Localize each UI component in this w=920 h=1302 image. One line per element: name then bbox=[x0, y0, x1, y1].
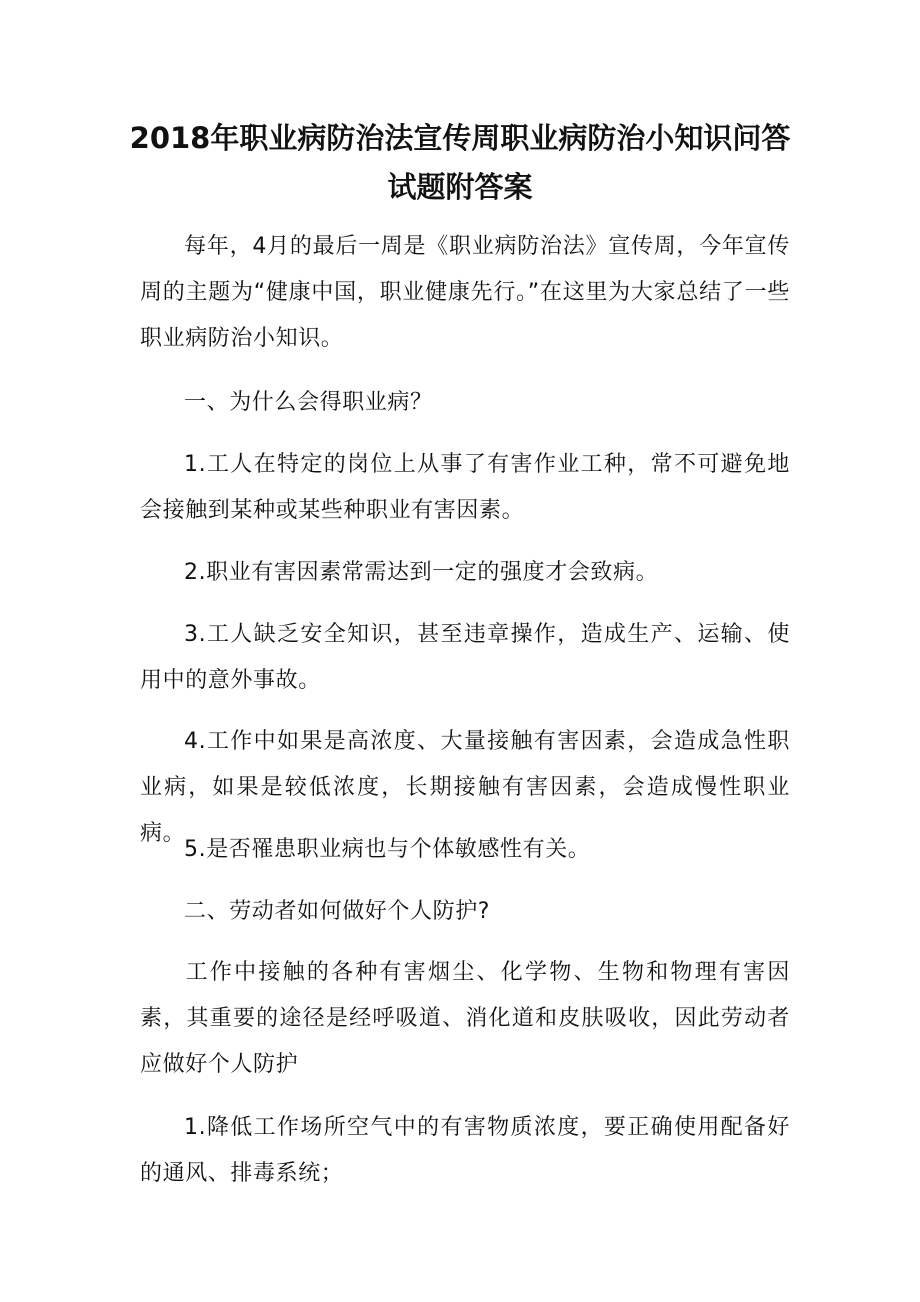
protection-paragraph bbox=[140, 950, 790, 1088]
paragraph-text: 1.降低工作场所空气中的有害物质浓度，要正确使用配备好的通风、排毒系统； bbox=[140, 1115, 790, 1186]
list-item-5 bbox=[140, 827, 790, 873]
paragraph-text: 一、为什么会得职业病？ bbox=[184, 390, 433, 415]
document-title-line-1: 2018年职业病防治法宣传周职业病防治小知识问答 bbox=[129, 121, 791, 155]
paragraph-text: 每年，4月的最后一周是《职业病防治法》宣传周，今年宣传周的主题为“健康中国，职业健康先行。”在这里为大家总结了一些职业病防治小知识。 bbox=[140, 234, 790, 351]
paragraph-text: 2.职业有害因素常需达到一定的强度才会致病。 bbox=[184, 560, 659, 585]
list-item-1 bbox=[140, 442, 790, 534]
paragraph-text: 3.工人缺乏安全知识，甚至违章操作，造成生产、运输、使用中的意外事故。 bbox=[140, 622, 790, 693]
paragraph-text: 工作中接触的各种有害烟尘、化学物、生物和物理有害因素，其重要的途径是经呼吸道、消化道和皮肤吸收，因此劳动者应做好个人防护 bbox=[140, 960, 790, 1077]
paragraph-text: 4.工作中如果是高浓度、大量接触有害因素，会造成急性职业病，如果是较低浓度，长期接触有害因素，会造成慢性职业病。 bbox=[140, 729, 790, 846]
paragraph-text: 1.工人在特定的岗位上从事了有害作业工种，常不可避免地会接触到某种或某些种职业有害因素。 bbox=[140, 452, 790, 523]
paragraph-text: 5.是否罹患职业病也与个体敏感性有关。 bbox=[184, 837, 591, 862]
list-item-2 bbox=[140, 550, 790, 596]
paragraph-text: 二、劳动者如何做好个人防护? bbox=[184, 899, 491, 924]
section-heading-1 bbox=[140, 380, 790, 426]
protection-item-1 bbox=[140, 1105, 790, 1197]
document-title-line-2: 试题附答案 bbox=[387, 170, 533, 204]
section-heading-2 bbox=[140, 889, 790, 935]
intro-paragraph bbox=[140, 224, 790, 362]
list-item-3 bbox=[140, 612, 790, 704]
